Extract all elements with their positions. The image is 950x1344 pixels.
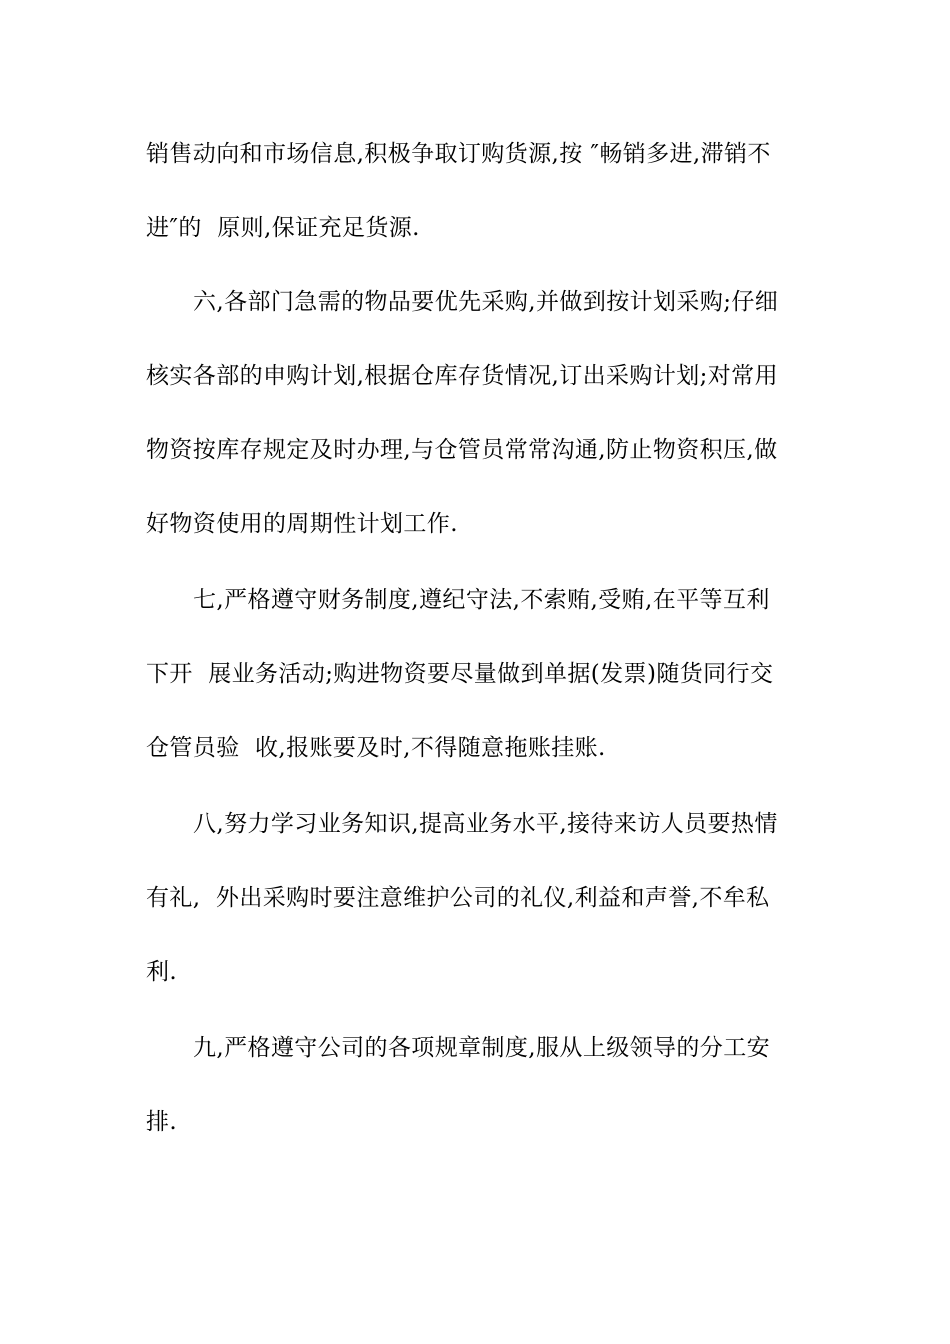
paragraph-line: 下开 展业务活动;购进物资要尽量做到单据(发票)随货同行交: [146, 661, 774, 687]
paragraph-9-line: 九,严格遵守公司的各项规章制度,服从上级领导的分工安: [193, 1035, 771, 1061]
paragraph-line: 物资按库存规定及时办理,与仓管员常常沟通,防止物资积压,做: [146, 437, 778, 463]
paragraph-line: 仓管员验 收,报账要及时,不得随意拖账挂账.: [146, 735, 606, 761]
paragraph-7-line: 七,严格遵守财务制度,遵纪守法,不索贿,受贿,在平等互利: [193, 587, 770, 613]
paragraph-line: 有礼, 外出采购时要注意维护公司的礼仪,利益和声誉,不牟私: [146, 885, 770, 911]
paragraph-line: 好物资使用的周期性计划工作.: [146, 511, 458, 537]
paragraph-line: 利.: [146, 959, 178, 985]
paragraph-line: 核实各部的申购计划,根据仓库存货情况,订出采购计划;对常用: [146, 363, 778, 389]
paragraph-6-line: 六,各部门急需的物品要优先采购,并做到按计划采购;仔细: [193, 289, 779, 315]
paragraph-8-line: 八,努力学习业务知识,提高业务水平,接待来访人员要热情: [193, 811, 778, 837]
paragraph-line: 进″的 原则,保证充足货源.: [146, 215, 420, 241]
paragraph-line: 销售动向和市场信息,积极争取订购货源,按 ″畅销多进,滞销不: [146, 141, 771, 167]
paragraph-line: 排.: [146, 1109, 178, 1135]
